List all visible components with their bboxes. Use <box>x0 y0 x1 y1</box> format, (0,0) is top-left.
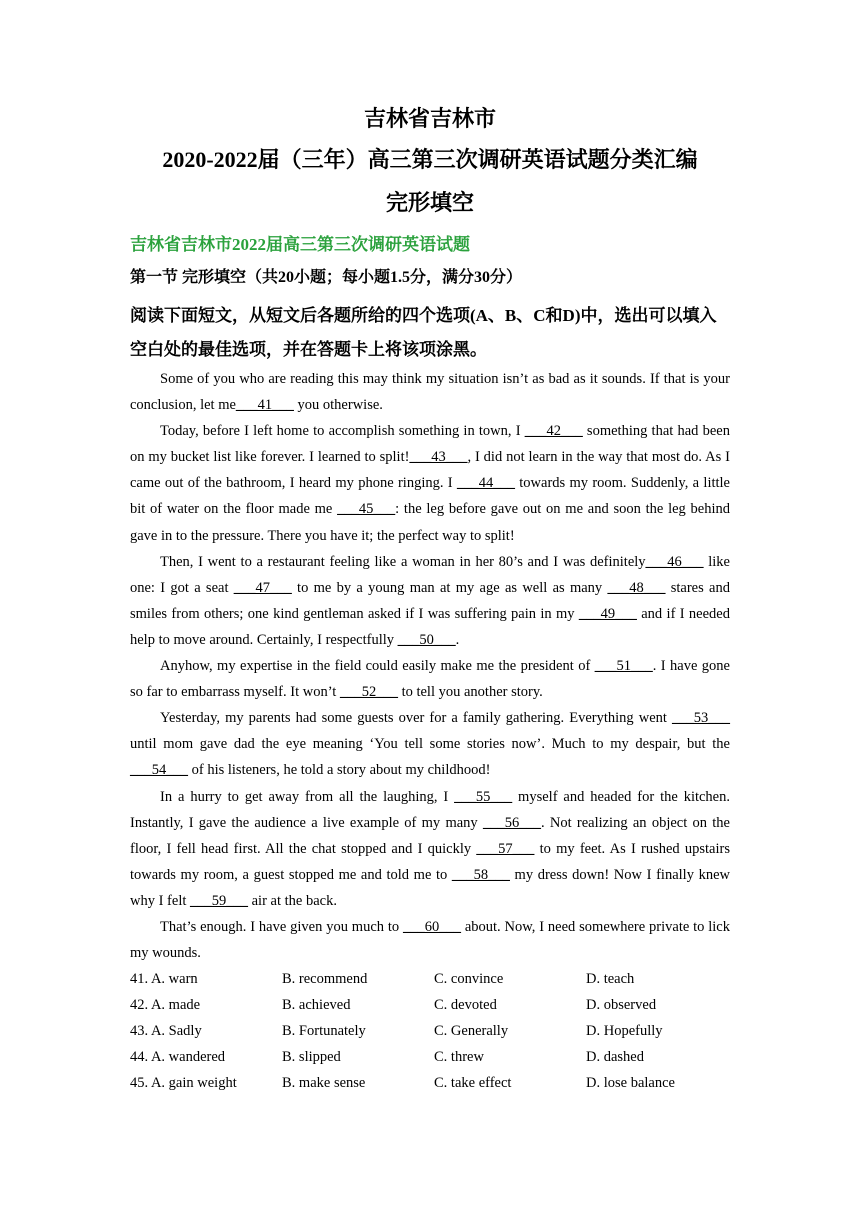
option-c: C. devoted <box>434 997 497 1014</box>
option-row-45 <box>130 1070 750 1096</box>
text: , I did not learn in the way that most do. As I came out of the bathroom, I heard my phone ringing. I <box>130 449 730 492</box>
blank-57: ___57___ <box>476 840 535 857</box>
text: to tell you another story. <box>397 684 543 701</box>
option-d: D. teach <box>586 971 635 987</box>
text: towards my room. Suddenly, a little bit of water on the floor made me <box>130 475 730 518</box>
text: stares and smiles from others; one kind gentleman asked if I was suffering pain in my <box>130 579 730 622</box>
blank-52: ___52___ <box>339 684 398 701</box>
blank-58: ___58___ <box>451 866 510 883</box>
header-region: 吉林省吉林市 <box>363 106 496 131</box>
option-b: B. achieved <box>282 997 351 1014</box>
blank-45: ___45___ <box>337 501 396 518</box>
blank-59: ___59___ <box>190 892 248 909</box>
paragraph-4 <box>130 653 730 705</box>
text: of his listeners, he told a story about my childhood! <box>188 762 491 779</box>
blank-41: ___41___ <box>235 397 294 414</box>
header-series-title: 2020-2022届（三年）高三第三次调研英语试题分类汇编 <box>162 147 698 172</box>
options-list <box>130 966 750 1096</box>
blank-55: ___55___ <box>454 788 513 805</box>
blank-54: ___54___ <box>130 762 188 779</box>
blank-51: ___51___ <box>594 658 653 675</box>
text: Then, I went to a restaurant feeling like a woman in her 80’s and I was definitely <box>160 553 646 570</box>
text: Today, before I left home to accomplish something in town, I <box>160 423 525 440</box>
option-row-42 <box>130 992 750 1018</box>
paragraph-7 <box>130 914 730 966</box>
text: and if I needed help to move around. Certainly, I respectfully <box>130 605 730 648</box>
option-c: C. convince <box>434 971 504 987</box>
paragraph-3 <box>130 549 730 653</box>
option-c: C. Generally <box>434 1023 509 1040</box>
header-topic: 完形填空 <box>385 190 474 215</box>
option-d: D. Hopefully <box>586 1023 663 1040</box>
text: . I have gone so far to embarrass myself. It won’t <box>130 658 730 701</box>
text: about. Now, I need somewhere private to lick my wounds. <box>130 918 730 962</box>
blank-50: ___50___ <box>397 631 456 648</box>
blank-44: ___44___ <box>456 475 515 492</box>
text: something that had been on my bucket list like forever. I learned to split! <box>130 423 730 466</box>
text: In a hurry to get away from all the laughing, I <box>160 788 455 805</box>
passage <box>130 366 730 966</box>
option-d: D. dashed <box>586 1049 644 1066</box>
text: my dress down! Now I finally knew why I felt <box>130 866 730 909</box>
paragraph-2 <box>130 418 730 548</box>
blank-49: ___49___ <box>578 605 637 622</box>
option-b: B. slipped <box>282 1049 341 1066</box>
option-c: C. take effect <box>434 1075 512 1092</box>
blank-42: ___42___ <box>524 423 583 440</box>
option-a: 41. A. warn <box>130 971 198 987</box>
text: myself and headed for the kitchen. Instantly, I gave the audience a live example of my many <box>130 788 730 831</box>
paragraph-5 <box>130 705 730 783</box>
blank-60: ___60___ <box>403 918 461 935</box>
text: you otherwise. <box>293 397 383 414</box>
text: . Not realizing an object on the floor, I fell head first. All the chat stopped and I quickly <box>130 814 730 857</box>
blank-46: ___46___ <box>645 553 704 570</box>
option-b: B. make sense <box>282 1075 366 1092</box>
option-a: 43. A. Sadly <box>130 1023 202 1040</box>
text: until mom gave dad the eye meaning ‘You tell some stories now’. Much to my despair, but the <box>130 736 730 753</box>
blank-48: ___48___ <box>607 579 666 596</box>
part-title: 第一节 完形填空（共20小题；每小题1.5分，满分30分） <box>130 269 523 286</box>
option-a: 44. A. wandered <box>130 1049 226 1066</box>
option-row-41 <box>130 966 750 992</box>
text: to my feet. As I rushed upstairs towards my room, a guest stopped me and told me to <box>130 840 730 883</box>
option-row-44 <box>130 1044 750 1070</box>
paragraph-6 <box>130 784 730 914</box>
text: . <box>455 631 460 648</box>
option-d: D. lose balance <box>586 1075 675 1092</box>
text: Anyhow, my expertise in the field could easily make me the president of <box>160 658 595 675</box>
text: That’s enough. I have given you much to <box>160 918 403 935</box>
blank-47: ___47___ <box>233 579 292 596</box>
text: Yesterday, my parents had some guests over for a family gathering. Everything went <box>160 710 672 727</box>
section-title: 吉林省吉林市2022届高三第三次调研英语试题 <box>130 235 470 254</box>
option-c: C. threw <box>434 1049 484 1066</box>
text: : the leg before gave out on me and soon the leg behind gave in to the pressure. There you have it; the perfect way to split! <box>130 501 731 544</box>
blank-43: ___43___ <box>409 449 468 466</box>
option-b: B. Fortunately <box>282 1023 366 1040</box>
text: Some of you who are reading this may think my situation isn’t as bad as it sounds. If that is your conclusion, let me <box>130 371 730 414</box>
option-b: B. recommend <box>282 971 368 987</box>
text: like one: I got a seat <box>130 553 730 596</box>
blank-53: ___53___ <box>672 710 730 727</box>
text: air at the back. <box>248 892 337 909</box>
blank-56: ___56___ <box>482 814 541 831</box>
paragraph-1 <box>130 366 730 418</box>
instructions: 阅读下面短文，从短文后各题所给的四个选项(A、B、C和D)中，选出可以填入空白处的最佳选项，并在答题卡上将该项涂黑。 <box>130 306 717 359</box>
option-a: 42. A. made <box>130 997 201 1014</box>
option-row-43 <box>130 1018 750 1044</box>
text: to me by a young man at my age as well as many <box>291 579 608 596</box>
option-d: D. observed <box>586 997 657 1014</box>
option-a: 45. A. gain weight <box>130 1075 237 1092</box>
